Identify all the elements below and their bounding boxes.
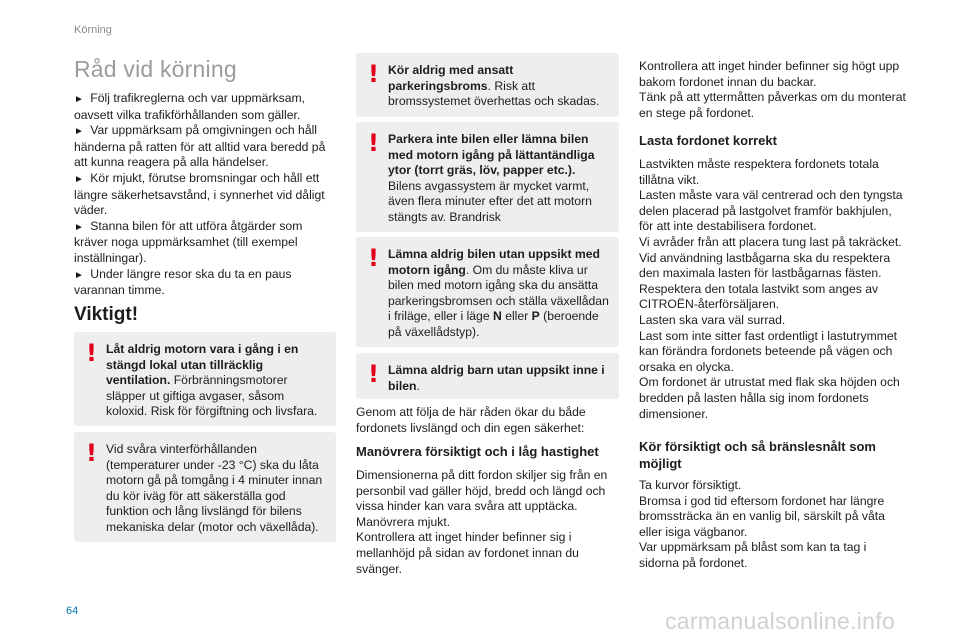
warning-text: Kör aldrig med ansatt parkeringsbroms. Risk att bromssystemet överhettas och skadas. bbox=[388, 63, 600, 109]
warning-icon: ! bbox=[86, 339, 97, 367]
warning-box-ventilation bbox=[74, 332, 336, 426]
page-title: Råd vid körning bbox=[74, 56, 237, 82]
warning-box-parking-brake bbox=[356, 53, 619, 117]
arrow-icon: ► bbox=[74, 126, 84, 138]
arrow-icon: ► bbox=[74, 173, 84, 185]
important-heading: Viktigt! bbox=[74, 304, 139, 325]
warning-text: Parkera inte bilen eller lämna bilen med motorn igång på lättantändliga ytor (torrt gräs, löv, papper etc.). Bilens avgassystem är mycket varmt, även flera minuter efter det att motorn stängts av. Brandrisk bbox=[388, 132, 595, 224]
watermark-logo: carmanualsonline.info bbox=[665, 608, 896, 634]
warning-icon: ! bbox=[368, 244, 379, 272]
column3-intro-text: Kontrollera att inget hinder befinner sig högt upp bakom fordonet innan du backar. Tänk på att yttermåtten påverkas om du monterat en stege på fordonet. bbox=[639, 59, 906, 120]
intro-item: ► Följ trafikreglerna och var uppmärksam, oavsett vilka trafikförhållanden som gäller. bbox=[74, 91, 306, 122]
page-number: 64 bbox=[66, 605, 79, 617]
warning-icon: ! bbox=[368, 129, 379, 157]
warning-box-winter bbox=[74, 432, 336, 542]
warning-text: Låt aldrig motorn vara i gång i en stängd lokal utan tillräcklig ventilation. Förbränningsmotorer släpper ut giftiga avgaser, såsom koloxid. Risk för förgiftning och livsfara. bbox=[106, 342, 318, 419]
load-text: Lastvikten måste respektera fordonets totala tillåtna vikt. Lasten måste vara väl centrerad och den tyngsta delen placerad på lastgolvet framför bakhjulen, för att inte destabilisera fordonet. Vi avråder från att placera tung last på takräcket. Vid användning lastbågarna ska du respektera den maximala lasten för lastbågarnas fästen. Respektera den totala lastvikt som anges av CITROËN-återförsäljaren. Lasten ska vara väl surrad. Last som inte sitter fast ordentligt i lastutrymmet kan förändra fordonets beteende på vägen och orsaka en olycka. Om fordonet är utrustat med flak ska höjden och bredden på lasten hålla sig inom fordonets dimensioner. bbox=[639, 157, 903, 421]
maneuver-heading: Manövrera försiktigt och i låg hastighet bbox=[356, 444, 599, 459]
maneuver-text: Dimensionerna på ditt fordon skiljer sig från en personbil vad gäller höjd, bredd och längd och vissa hinder kan vara svåra att upptäcka. Manövrera mjukt. Kontrollera att inget hinder befinner sig i mellanhöjd på sidan av fordonet innan du svänger. bbox=[356, 468, 608, 576]
intro-item: ► Var uppmärksam på omgivningen och håll händerna på ratten för att alltid vara beredd på att kunna reagera på alla händelser. bbox=[74, 123, 326, 170]
warning-icon: ! bbox=[368, 60, 379, 88]
fuel-text: Ta kurvor försiktigt. Bromsa i god tid eftersom fordonet har längre bromssträcka än en vanlig bil, särskilt på våta eller isiga vägbanor. Var uppmärksam på blåst som kan ta tag i sidorna på fordonet. bbox=[639, 478, 885, 570]
section-label: Körning bbox=[74, 24, 112, 36]
warning-icon: ! bbox=[86, 439, 97, 467]
arrow-icon: ► bbox=[74, 94, 84, 105]
intro-item: ► Stanna bilen för att utföra åtgärder som kräver noga uppmärksamhet (till exempel inställningar). bbox=[74, 218, 303, 265]
warning-box-unattended-vehicle bbox=[356, 237, 619, 347]
fuel-heading: Kör försiktigt och så bränslesnålt som möjligt bbox=[639, 439, 876, 471]
warning-text: Vid svåra vinterförhållanden (temperaturer under -23 °C) ska du låta motorn gå på tomgång i 4 minuter innan du kör iväg för att säkerställa god funktion och lång livslängd för bilens mekaniska delar (motor och växellåda). bbox=[106, 442, 323, 534]
intro-item: ► Under längre resor ska du ta en paus varannan timme. bbox=[74, 266, 292, 298]
arrow-icon: ► bbox=[74, 221, 84, 233]
warning-box-children bbox=[356, 353, 619, 399]
safety-paragraph: Genom att följa de här råden ökar du både fordonets livslängd och din egen säkerhet: bbox=[356, 405, 586, 435]
intro-item: ► Kör mjukt, förutse bromsningar och håll ett längre säkerhetsavstånd, i synnerhet vid dåligt väder. bbox=[74, 170, 325, 218]
warning-text: Lämna aldrig barn utan uppsikt inne i bilen. bbox=[388, 363, 605, 393]
warning-icon: ! bbox=[368, 360, 379, 388]
load-heading: Lasta fordonet korrekt bbox=[639, 133, 777, 148]
warning-box-flammable bbox=[356, 122, 619, 232]
warning-text: Lämna aldrig bilen utan uppsikt med motorn igång. Om du måste kliva ur bilen med motorn igång ska du ansätta parkeringsbromsen och ställa växellådan i friläge, eller i läge N eller P (beroende på växellådstyp). bbox=[388, 247, 609, 339]
intro-list bbox=[74, 91, 336, 299]
arrow-icon: ► bbox=[74, 269, 84, 281]
